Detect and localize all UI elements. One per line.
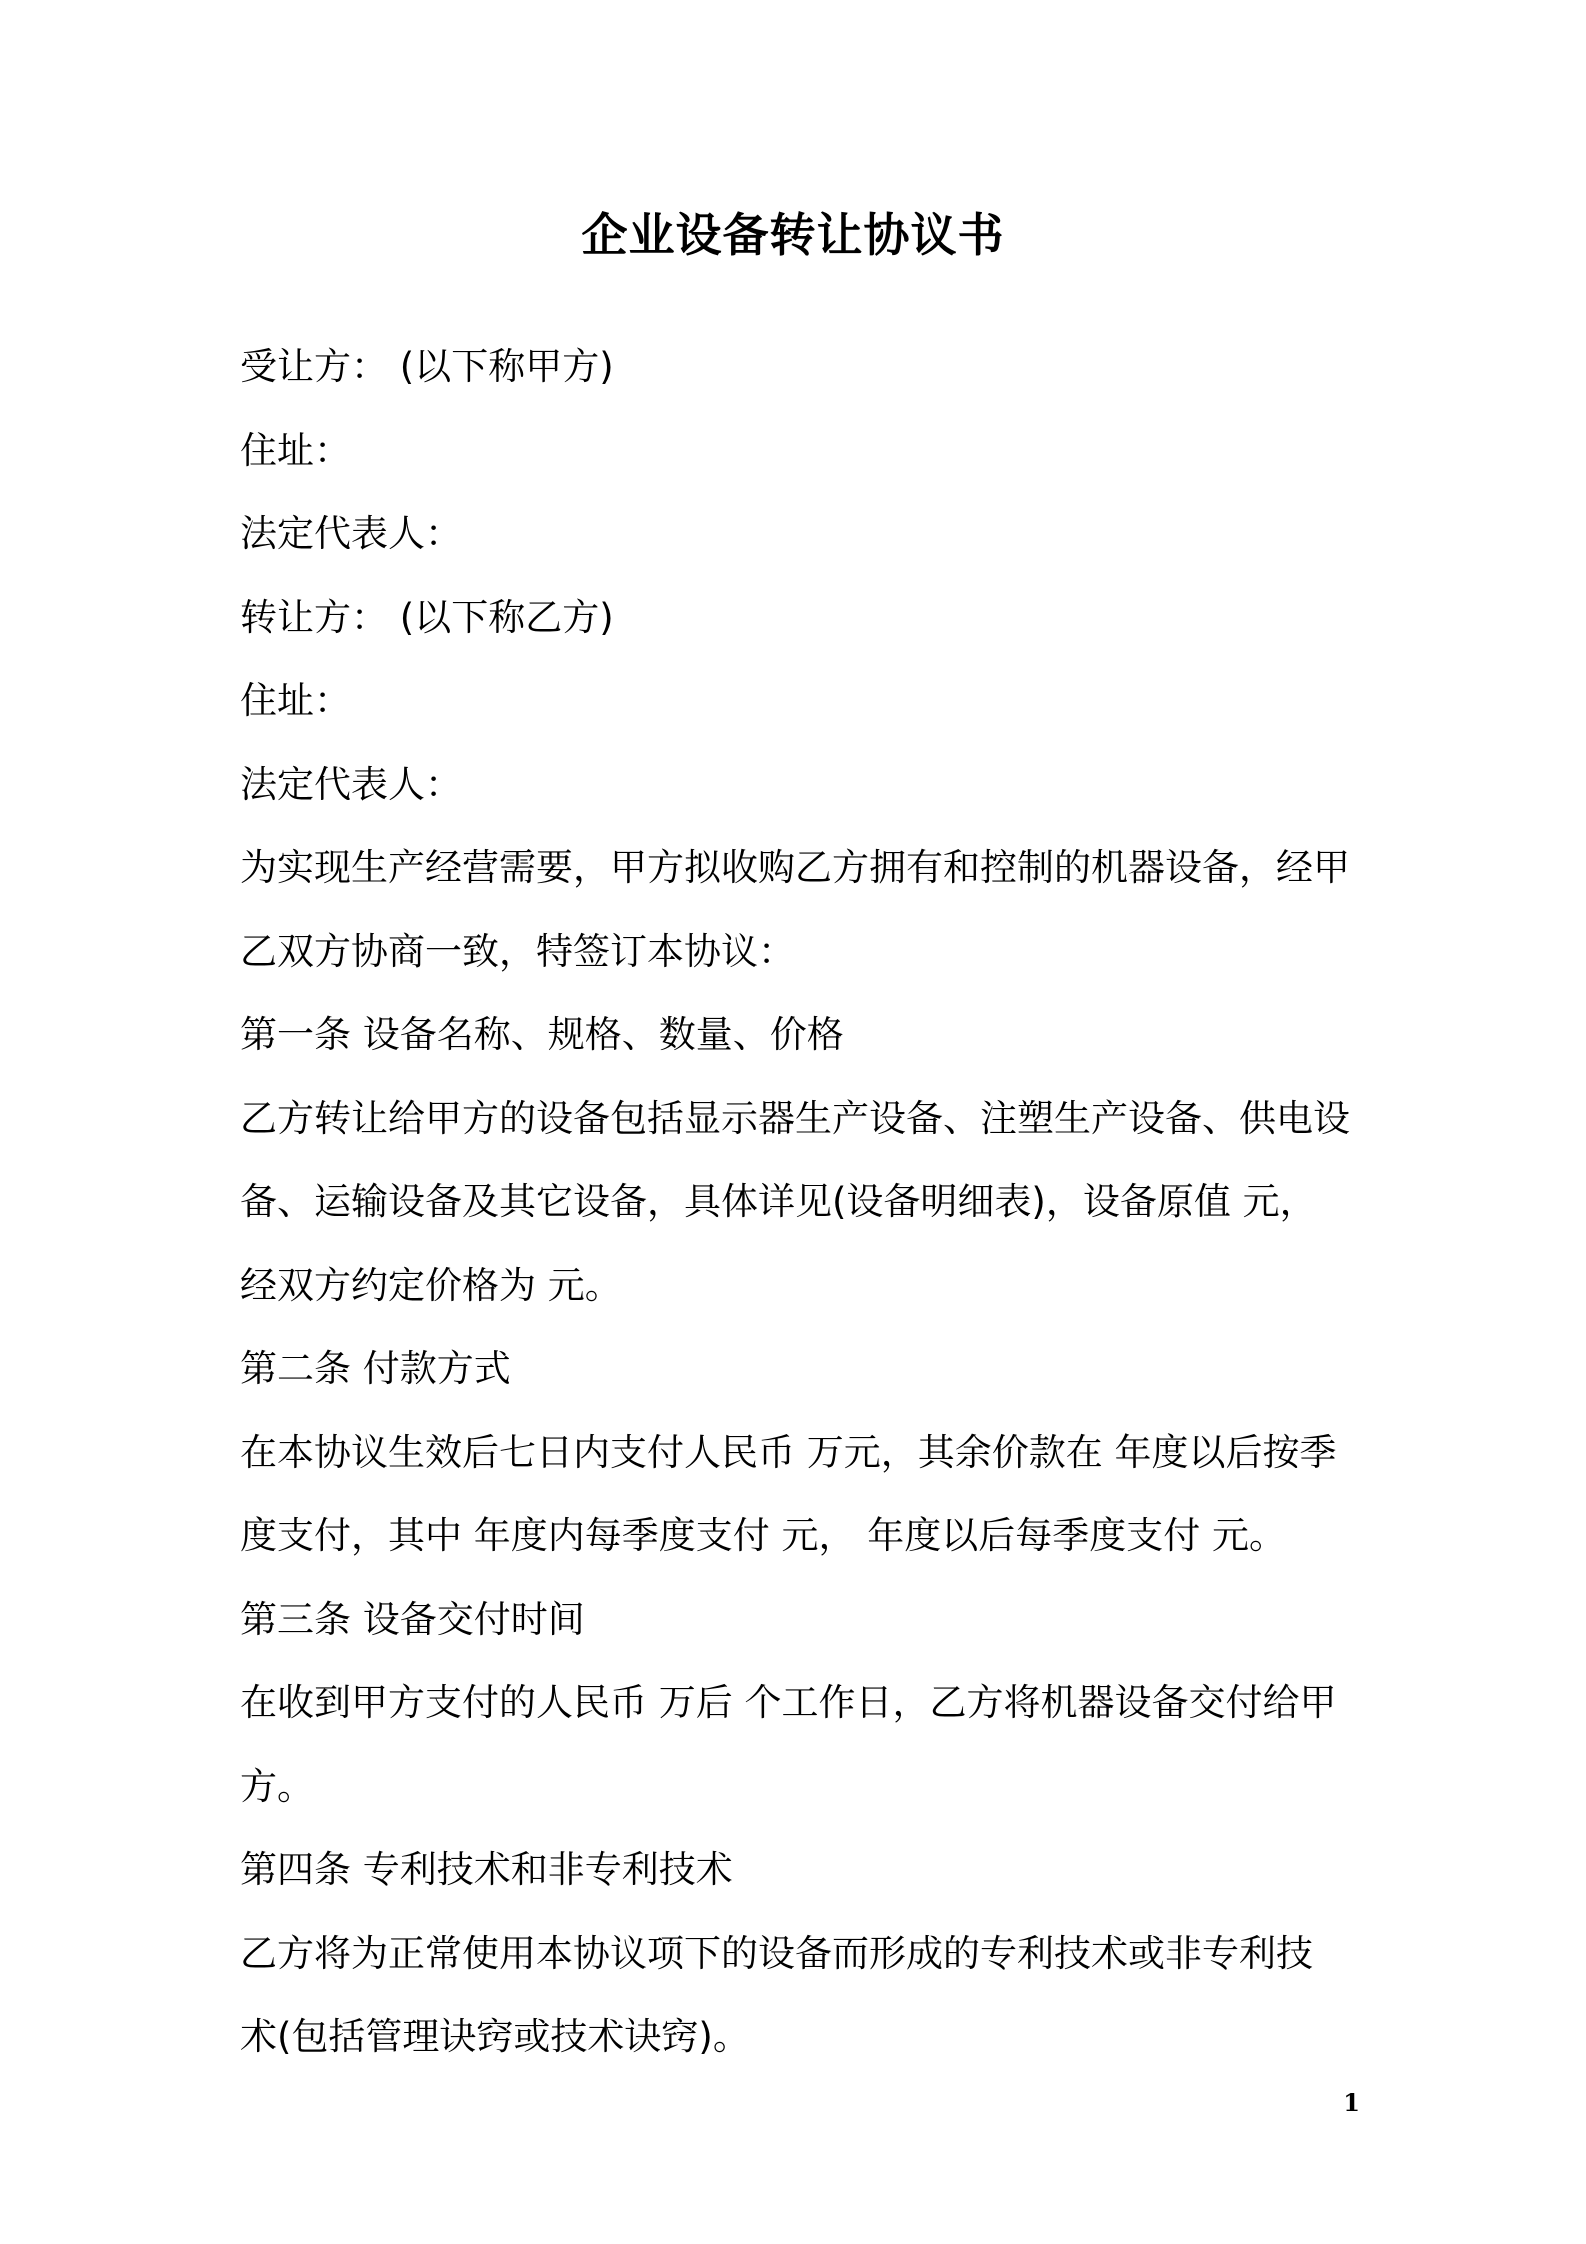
preamble-line-2: 乙双方协商一致，特签订本协议： bbox=[240, 929, 795, 973]
preamble-line-1: 为实现生产经营需要，甲方拟收购乙方拥有和控制的机器设备，经甲 bbox=[240, 846, 1350, 889]
article-1-line-3: 经双方约定价格为 元。 bbox=[240, 1263, 622, 1307]
party-b-address-line: 住址： bbox=[240, 679, 351, 722]
article-3-line-2: 方。 bbox=[240, 1764, 314, 1808]
article-1-line-1: 乙方转让给甲方的设备包括显示器生产设备、注塑生产设备、供电设 bbox=[240, 1096, 1350, 1140]
party-a-representative-line: 法定代表人： bbox=[240, 512, 462, 555]
article-3-heading: 第三条 设备交付时间 bbox=[240, 1597, 585, 1641]
page-number: 1 bbox=[1343, 2088, 1360, 2117]
document-body bbox=[240, 325, 1355, 2079]
document-title: 企业设备转让协议书 bbox=[581, 208, 1005, 262]
article-2-heading: 第二条 付款方式 bbox=[240, 1347, 511, 1390]
article-4-line-1: 乙方将为正常使用本协议项下的设备而形成的专利技术或非专利技 bbox=[240, 1931, 1313, 1975]
party-b-line: 转让方： (以下称乙方) bbox=[240, 595, 614, 639]
article-1-heading: 第一条 设备名称、规格、数量、价格 bbox=[240, 1013, 844, 1056]
article-4-line-2: 术(包括管理诀窍或技术诀窍)。 bbox=[240, 2015, 750, 2058]
article-3-line-1: 在收到甲方支付的人民币 万后 个工作日，乙方将机器设备交付给甲 bbox=[240, 1681, 1337, 1724]
party-a-line: 受让方： (以下称甲方) bbox=[240, 345, 614, 388]
article-2-line-1: 在本协议生效后七日内支付人民币 万元，其余价款在 年度以后按季 bbox=[240, 1430, 1337, 1474]
article-1-line-2: 备、运输设备及其它设备，具体详见(设备明细表)，设备原值 元， bbox=[240, 1180, 1317, 1223]
article-2-line-2: 度支付，其中 年度内每季度支付 元， 年度以后每季度支付 元。 bbox=[240, 1514, 1287, 1557]
party-b-representative-line: 法定代表人： bbox=[240, 762, 462, 806]
party-a-address-line: 住址： bbox=[240, 428, 351, 472]
article-4-heading: 第四条 专利技术和非专利技术 bbox=[240, 1848, 733, 1891]
